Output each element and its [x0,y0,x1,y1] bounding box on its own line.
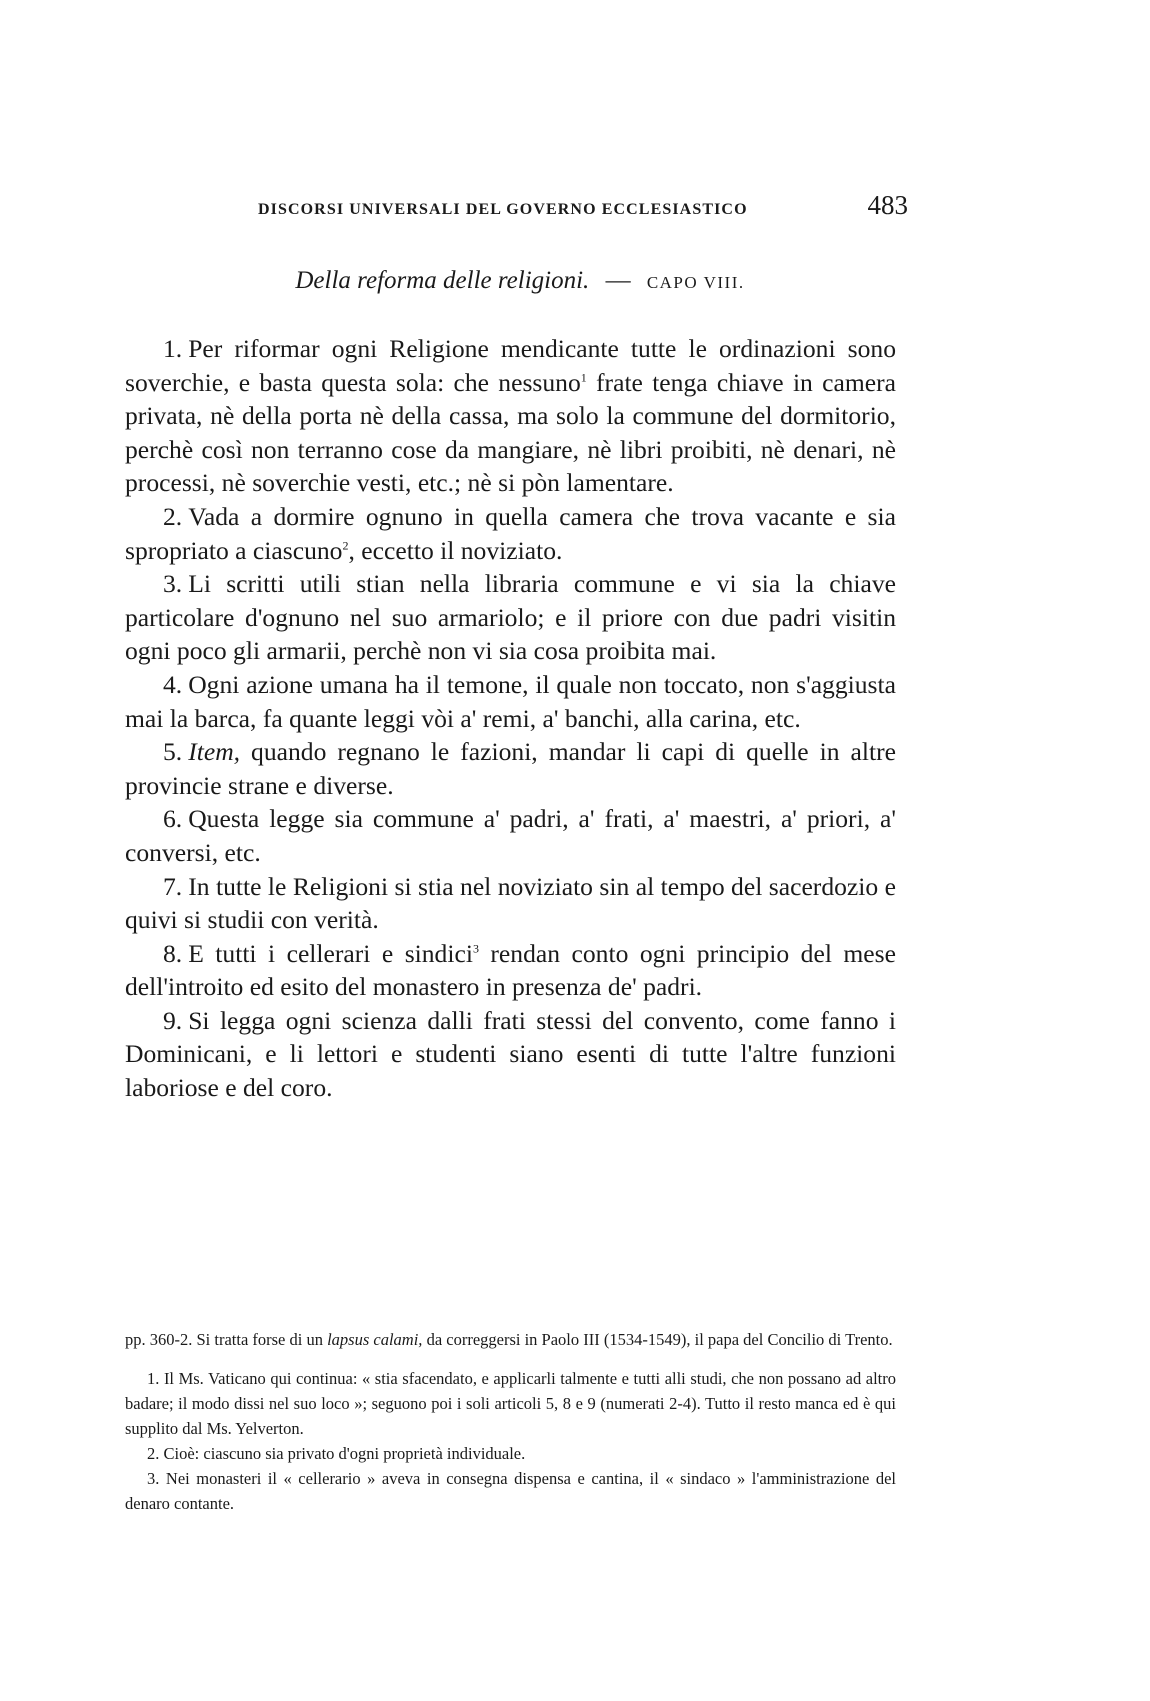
running-head [218,190,908,221]
paragraph-3 [125,567,896,668]
page-number: 483 [867,190,908,220]
note-text: pp. 360-2. Si tratta forse di un [125,1330,328,1349]
paragraph-number: 8. [163,938,183,968]
paragraph-number: 5. [163,737,183,767]
paragraph-text-cont: , eccetto il noviziato. [348,535,563,565]
chapter-title: Della reforma delle religioni. [295,267,590,294]
chapter-label: CAPO VIII. [646,273,745,292]
footnote-ref: 1 [580,370,587,385]
paragraph-text: Per riformar ogni Religione mendicante tutte le ordinazioni sono soverchie, e basta questa sola: che nessuno [125,334,896,397]
note-text-cont: da correggersi in Paolo III (1534-1549), il papa del Concilio di Trento. [422,1330,893,1349]
paragraph-1 [125,332,896,500]
chapter-body [125,332,896,1105]
paragraph-number: 7. [163,871,183,901]
footnote-1: 1. Il Ms. Vaticano qui continua: « stia sfacendato, e applicarli talmente e tutti alli studi, che non possano ad altro badare; il modo dissi nel suo loco »; seguono poi i soli articoli 5, 8 e 9 (numerati 2-4). Tutto il resto manca ed è qui supplito dal Ms. Yelverton. [125,1369,896,1438]
paragraph-text: Ogni azione umana ha il temone, il quale non toccato, non s'aggiusta mai la barca, fa quante leggi vòi a' remi, a' banchi, alla carina, etc. [125,669,896,733]
paragraph-8 [125,937,896,1004]
paragraph-text: E tutti i cellerari e sindici [188,938,473,968]
paragraph-text: quando regnano le fazioni, mandar li capi di quelle in altre provincie strane e diverse. [125,737,896,800]
paragraph-number: 1. [163,334,183,363]
paragraph-text-cont: frate tenga chiave in camera privata, nè della porta nè della cassa, ma solo la commune del dormitorio, perchè così non terranno cose da mangiare, nè libri proibiti, nè denari, nè processi, nè soverchie vesti, etc.; nè si pòn lamentare. [125,367,896,498]
chapter-heading [120,267,920,295]
paragraph-text: Si legga ogni scienza dalli frati stessi del convento, come fanno i Dominicani, e li lettori e studenti siano esenti di tutte l'altre funzioni laboriose e del coro. [125,1005,896,1103]
paragraph-emphasis: Item, [188,737,241,767]
paragraph-number: 9. [163,1005,183,1035]
paragraph-text: Questa legge sia commune a' padri, a' frati, a' maestri, a' priori, a' conversi, etc. [125,804,896,867]
paragraph-4 [125,668,896,735]
paragraph-9 [125,1004,896,1105]
note-emphasis: lapsus calami, [327,1330,423,1349]
footnote-3: 3. Nei monasteri il « cellerario » aveva in consegna dispensa e cantina, il « sindaco » l'amministrazione del denaro contante. [125,1469,896,1513]
paragraph-number: 3. [163,569,183,599]
paragraph-text: Vada a dormire ognuno in quella camera che trova vacante e sia spropriato a ciascuno [125,501,896,565]
paragraph-number: 6. [163,804,183,834]
paragraph-text: In tutte le Religioni si stia nel noviziato sin al tempo del sacerdozio e quivi si studii con verità. [125,871,896,935]
notes-section [125,1327,896,1516]
paragraph-7 [125,870,896,937]
paragraph-5 [125,735,896,802]
paragraph-text-cont: rendan conto ogni principio del mese dell'introito ed esito del monastero in presenza de' padri. [125,938,896,1002]
footnote-2: 2. Cioè: ciascuno sia privato d'ogni proprietà individuale. [147,1444,526,1463]
paragraph-number: 4. [163,669,183,699]
chapter-separator: — [605,267,631,294]
paragraph-2 [125,500,896,567]
footnote-ref: 2 [342,538,349,553]
running-title: DISCORSI UNIVERSALI DEL GOVERNO ECCLESIASTICO [258,201,748,218]
paragraph-text: Li scritti utili stian nella libraria commune e vi sia la chiave particolare d'ognuno nel suo armariolo; e il priore con due padri visitin ogni poco gli armarii, perchè non vi sia cosa proibita mai. [125,569,896,666]
previous-page-note [125,1327,896,1352]
footnote-ref: 3 [472,941,479,956]
paragraph-number: 2. [163,501,183,531]
paragraph-6 [125,802,896,869]
